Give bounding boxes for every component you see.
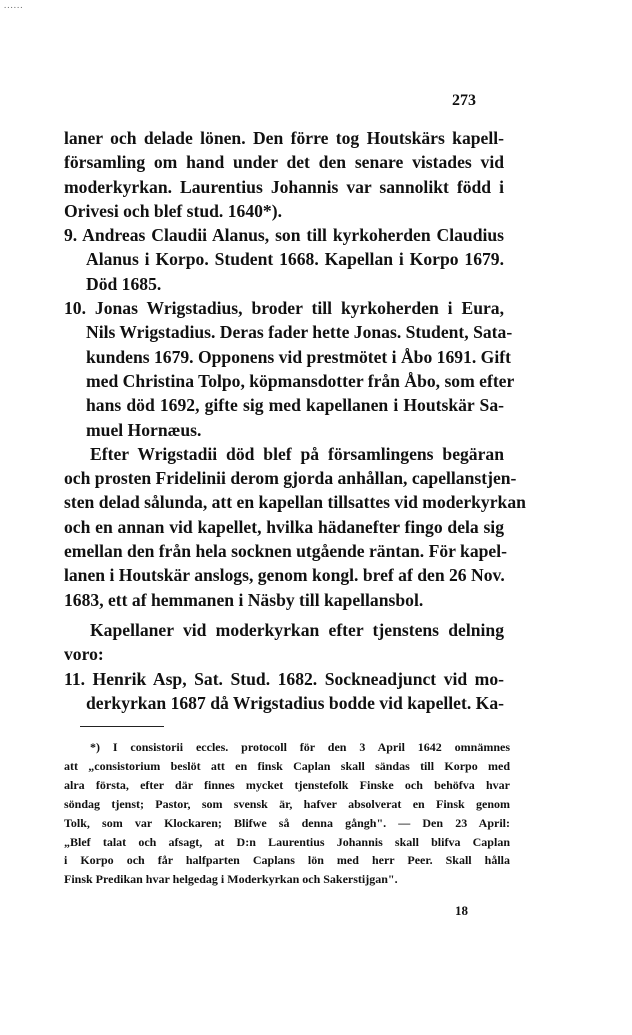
footnote-line: alra första, efter där finnes mycket tjenstefolk Finske och behöfva hvar [64, 777, 510, 792]
body-line: emellan den från hela socknen utgående räntan. För kapel- [64, 541, 507, 562]
corner-mark: ...... [4, 0, 24, 10]
signature-mark: 18 [455, 903, 468, 918]
footnote-line: i Korpo och får halfparten Caplans lön med herr Peer. Skall hålla [64, 853, 510, 868]
body-line: hans död 1692, gifte sig med kapellanen i Houtskär Sa- [86, 395, 504, 416]
body-line: muel Hornæus. [86, 419, 202, 440]
body-line: Nils Wrigstadius. Deras fader hette Jonas. Student, Sata- [86, 322, 513, 343]
footnote-line: Tolk, som var Klockaren; Blifwe så denna gångh". — Den 23 April: [64, 815, 510, 830]
main-text [64, 126, 526, 715]
body-line: moderkyrkan. Laurentius Johannis var sannolikt född i [64, 176, 504, 197]
footnote-line: söndag tjenst; Pastor, som svensk är, hafver absolverat en Finsk genom [64, 796, 510, 811]
paragraph-start-line: Efter Wrigstadii död blef på församlingens begäran [90, 443, 504, 464]
body-line: derkyrkan 1687 då Wrigstadius bodde vid kapellet. Ka- [86, 692, 504, 713]
body-line: voro: [64, 644, 104, 665]
body-line: församling om hand under det den senare vistades vid [64, 152, 504, 173]
footnote-line: *) I consistorii eccles. protocoll för den 3 April 1642 omnämnes [90, 740, 510, 754]
section-heading-line: Kapellaner vid moderkyrkan efter tjenstens delning [90, 619, 504, 640]
footnote [64, 738, 510, 889]
footnote-rule [80, 726, 164, 727]
body-line: Orivesi och blef stud. 1640*). [64, 200, 282, 221]
entry-11-line: 11. Henrik Asp, Sat. Stud. 1682. Sockneadjunct vid mo- [64, 668, 504, 689]
footnote-line: att „consistorium beslöt att en finsk Caplan skall sändas till Korpo med [64, 758, 510, 773]
body-line: Alanus i Korpo. Student 1668. Kapellan i Korpo 1679. [86, 249, 504, 270]
body-line: med Christina Tolpo, köpmansdotter från Åbo, som efter [86, 370, 515, 391]
entry-10-line: 10. Jonas Wrigstadius, broder till kyrkoherden i Eura, [64, 298, 504, 319]
body-line: kundens 1679. Opponens vid prestmötet i Åbo 1691. Gift [86, 346, 511, 367]
body-line: och prosten Fridelinii derom gjorda anhållan, capellanstjen- [64, 468, 517, 489]
body-line: lanen i Houtskär anslogs, genom kongl. bref af den 26 Nov. [64, 565, 505, 586]
body-line: sten delad sålunda, att en kapellan tillsattes vid moderkyrkan [64, 492, 526, 513]
body-line: Död 1685. [86, 273, 162, 294]
entry-9-line: 9. Andreas Claudii Alanus, son till kyrkoherden Claudius [64, 225, 504, 246]
page-number: 273 [452, 92, 476, 109]
footnote-line: „Blef talat och afsagt, at D:n Laurentius Johannis skall blifva Caplan [64, 834, 510, 849]
body-line: laner och delade lönen. Den förre tog Houtskärs kapell- [64, 128, 504, 148]
body-line: 1683, ett af hemmanen i Näsby till kapellansbol. [64, 589, 424, 610]
footnote-line: Finsk Predikan hvar helgedag i Moderkyrkan och Sakerstijgan". [64, 872, 398, 887]
body-line: och en annan vid kapellet, hvilka hädanefter fingo dela sig [64, 516, 504, 537]
